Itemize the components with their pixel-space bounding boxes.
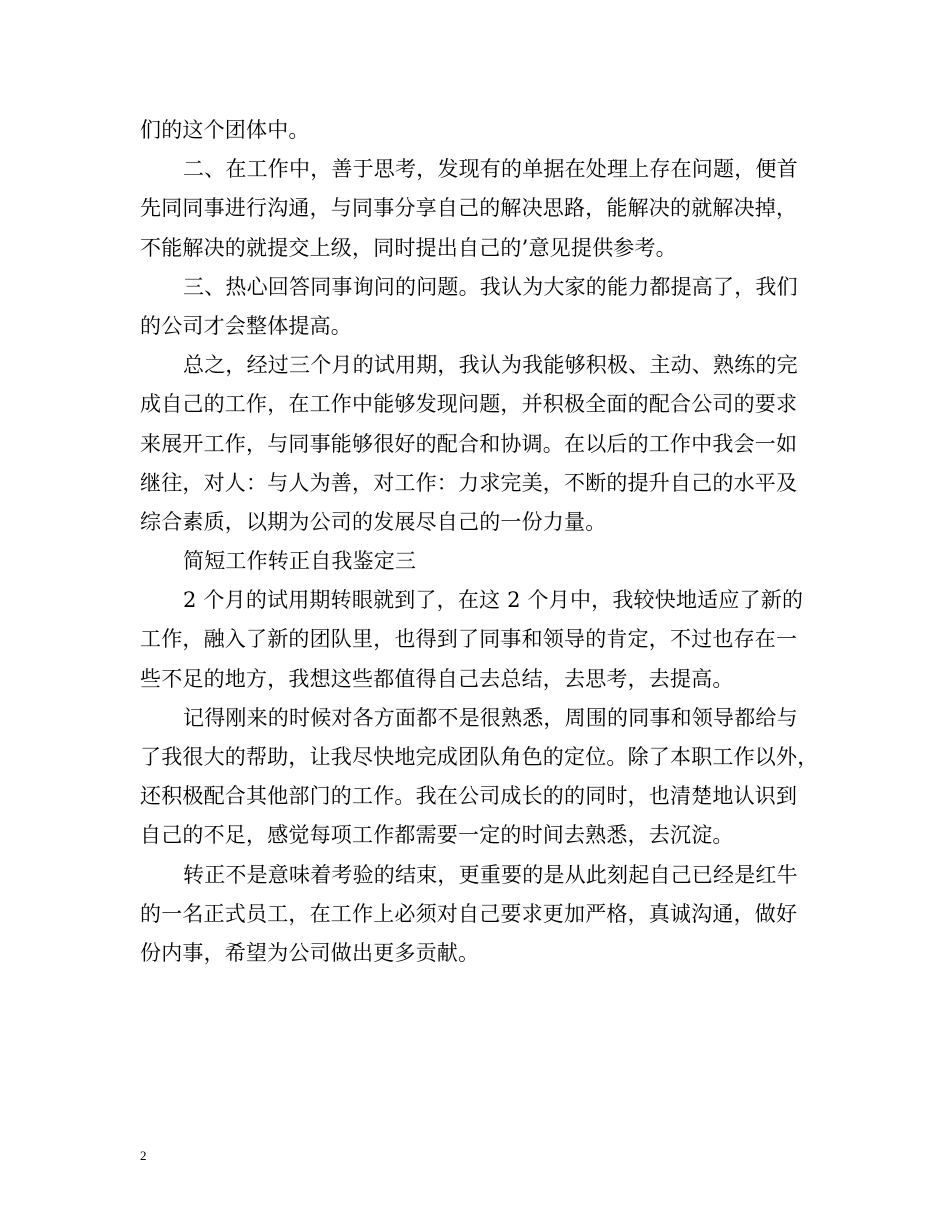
text-line: 综合素质，以期为公司的发展尽自己的一份力量。: [140, 509, 607, 534]
text-line: 还积极配合其他部门的工作。我在公司成长的的同时，也清楚地认识到: [140, 784, 798, 809]
text-line: 的公司才会整体提高。: [140, 313, 352, 338]
text-line: 工作，融入了新的团队里，也得到了同事和领导的肯定，不过也存在一: [140, 627, 798, 652]
paragraph-line: 三、热心回答同事询问的问题。我认为大家的能力都提高了，我们: [183, 274, 798, 299]
text-line: 先同同事进行沟通，与同事分享自己的解决思路，能解决的就解决掉，: [140, 196, 798, 221]
text-line: 来展开工作，与同事能够很好的配合和协调。在以后的工作中我会一如: [140, 431, 798, 456]
paragraph-line: 转正不是意味着考验的结束，更重要的是从此刻起自己已经是红牛: [183, 862, 798, 887]
text-line: 了我很大的帮助，让我尽快地完成团队角色的定位。除了本职工作以外，: [140, 745, 819, 769]
text-line: 不能解决的就提交上级，同时提出自己的’意见提供参考。: [140, 235, 677, 260]
paragraph-line: 二、在工作中，善于思考，发现有的单据在处理上存在问题，便首: [183, 157, 798, 182]
text-line: 些不足的地方，我想这些都值得自己去总结，去思考，去提高。: [140, 666, 734, 691]
body-text: [140, 111, 820, 973]
paragraph-line: 2 个月的试用期转眼就到了，在这 2 个月中，我较快地适应了新的: [183, 588, 804, 613]
text-line: 的一名正式员工，在工作上必须对自己要求更加严格，真诚沟通，做好: [140, 901, 798, 926]
page-number: 2: [140, 1148, 147, 1163]
text-line: 成自己的工作，在工作中能够发现问题，并积极全面的配合公司的要求: [140, 392, 798, 417]
text-line: 们的这个团体中。: [140, 118, 310, 142]
section-heading: 简短工作转正自我鉴定三: [183, 549, 417, 574]
text-line: 继往，对人：与人为善，对工作：力求完美，不断的提升自己的水平及: [140, 470, 798, 495]
paragraph-line: 总之，经过三个月的试用期，我认为我能够积极、主动、熟练的完: [183, 353, 798, 378]
paragraph-line: 记得刚来的时候对各方面都不是很熟悉，周围的同事和领导都给与: [183, 705, 798, 730]
text-line: 份内事，希望为公司做出更多贡献。: [140, 940, 480, 965]
text-line: 自己的不足，感觉每项工作都需要一定的时间去熟悉，去沉淀。: [140, 823, 734, 848]
